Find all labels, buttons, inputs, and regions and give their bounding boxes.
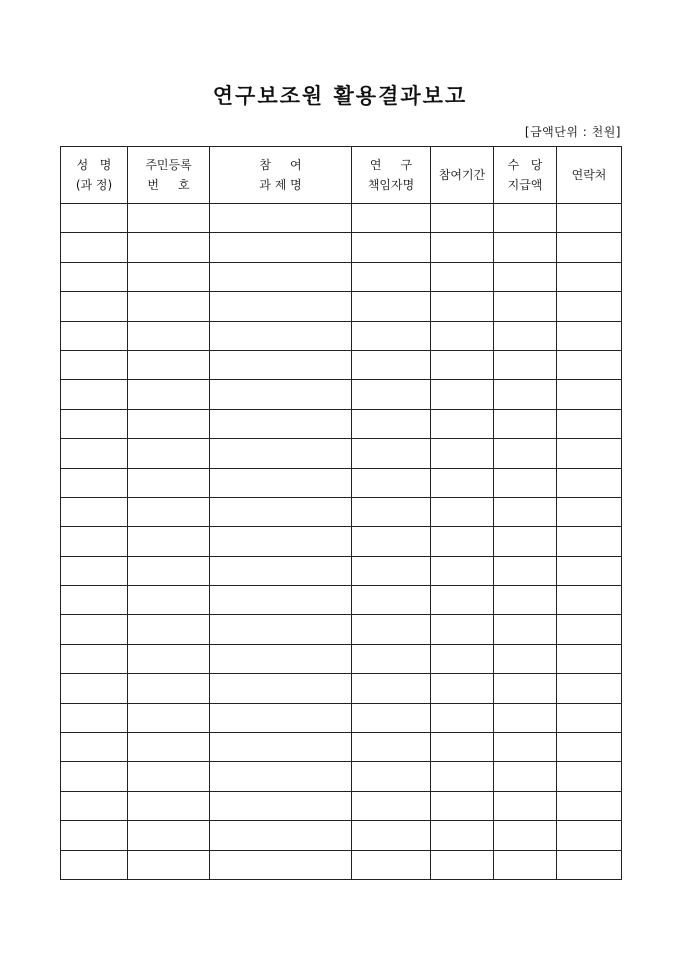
blank-cell[interactable] [494, 615, 557, 644]
table-row [61, 821, 622, 850]
blank-cell[interactable] [431, 292, 494, 321]
blank-cell[interactable] [210, 556, 352, 585]
blank-cell[interactable] [61, 586, 128, 615]
blank-cell[interactable] [61, 468, 128, 497]
blank-cell[interactable] [557, 204, 622, 233]
blank-cell[interactable] [128, 733, 210, 762]
blank-cell[interactable] [494, 468, 557, 497]
blank-cell[interactable] [61, 409, 128, 438]
table-row [61, 733, 622, 762]
blank-cell[interactable] [352, 439, 431, 468]
blank-cell[interactable] [61, 233, 128, 262]
table-row [61, 791, 622, 820]
blank-cell[interactable] [61, 821, 128, 850]
blank-cell[interactable] [431, 439, 494, 468]
table-row [61, 409, 622, 438]
table-row [61, 321, 622, 350]
blank-cell[interactable] [431, 497, 494, 526]
blank-cell[interactable] [352, 380, 431, 409]
blank-cell[interactable] [128, 644, 210, 673]
blank-cell[interactable] [210, 233, 352, 262]
table-row [61, 527, 622, 556]
blank-cell[interactable] [128, 586, 210, 615]
blank-cell[interactable] [494, 821, 557, 850]
header-project-name: 참 여 과 제 명 [210, 147, 352, 204]
blank-cell[interactable] [431, 380, 494, 409]
blank-cell[interactable] [210, 586, 352, 615]
blank-cell[interactable] [557, 321, 622, 350]
blank-cell[interactable] [210, 644, 352, 673]
blank-cell[interactable] [352, 791, 431, 820]
blank-cell[interactable] [557, 409, 622, 438]
blank-cell[interactable] [61, 439, 128, 468]
blank-cell[interactable] [210, 850, 352, 879]
blank-cell[interactable] [431, 262, 494, 291]
blank-cell[interactable] [61, 733, 128, 762]
blank-cell[interactable] [61, 204, 128, 233]
blank-cell[interactable] [494, 321, 557, 350]
blank-cell[interactable] [494, 850, 557, 879]
blank-cell[interactable] [352, 644, 431, 673]
blank-cell[interactable] [128, 527, 210, 556]
blank-cell[interactable] [431, 527, 494, 556]
table-row [61, 380, 622, 409]
blank-cell[interactable] [61, 262, 128, 291]
blank-cell[interactable] [557, 733, 622, 762]
blank-cell[interactable] [128, 791, 210, 820]
table-row [61, 615, 622, 644]
blank-cell[interactable] [431, 703, 494, 732]
blank-cell[interactable] [352, 762, 431, 791]
blank-cell[interactable] [557, 262, 622, 291]
form-title: 연구보조원 활용결과보고 [212, 83, 468, 108]
blank-cell[interactable] [557, 850, 622, 879]
table-row [61, 292, 622, 321]
header-allowance-amount: 수 당 지급액 [494, 147, 557, 204]
blank-cell[interactable] [494, 674, 557, 703]
blank-cell[interactable] [431, 409, 494, 438]
blank-cell[interactable] [494, 733, 557, 762]
blank-cell[interactable] [61, 350, 128, 379]
table-row [61, 262, 622, 291]
blank-cell[interactable] [352, 292, 431, 321]
blank-cell[interactable] [431, 468, 494, 497]
blank-cell[interactable] [494, 497, 557, 526]
blank-cell[interactable] [210, 497, 352, 526]
blank-cell[interactable] [494, 204, 557, 233]
report-table [60, 146, 622, 880]
header-row [61, 147, 622, 204]
blank-cell[interactable] [431, 850, 494, 879]
blank-cell[interactable] [352, 821, 431, 850]
blank-cell[interactable] [494, 350, 557, 379]
amount-unit-note: [금액단위 : 천원] [524, 125, 621, 139]
blank-cell[interactable] [61, 762, 128, 791]
table-row [61, 556, 622, 585]
header-resident-number: 주민등록 번 호 [128, 147, 210, 204]
blank-cell[interactable] [494, 439, 557, 468]
blank-cell[interactable] [431, 586, 494, 615]
blank-cell[interactable] [128, 350, 210, 379]
blank-cell[interactable] [494, 644, 557, 673]
blank-cell[interactable] [557, 615, 622, 644]
blank-cell[interactable] [431, 321, 494, 350]
blank-cell[interactable] [557, 674, 622, 703]
blank-cell[interactable] [494, 262, 557, 291]
blank-cell[interactable] [352, 204, 431, 233]
blank-cell[interactable] [352, 703, 431, 732]
table-row [61, 497, 622, 526]
blank-cell[interactable] [557, 791, 622, 820]
blank-cell[interactable] [128, 762, 210, 791]
blank-cell[interactable] [128, 262, 210, 291]
blank-cell[interactable] [61, 850, 128, 879]
table-row [61, 703, 622, 732]
blank-cell[interactable] [352, 409, 431, 438]
blank-cell[interactable] [210, 762, 352, 791]
blank-cell[interactable] [352, 350, 431, 379]
table-row [61, 586, 622, 615]
blank-cell[interactable] [494, 762, 557, 791]
blank-cell[interactable] [494, 791, 557, 820]
blank-cell[interactable] [352, 497, 431, 526]
blank-cell[interactable] [210, 703, 352, 732]
blank-cell[interactable] [352, 850, 431, 879]
blank-cell[interactable] [210, 791, 352, 820]
blank-cell[interactable] [61, 380, 128, 409]
blank-cell[interactable] [210, 733, 352, 762]
blank-cell[interactable] [557, 703, 622, 732]
header-contact: 연락처 [557, 147, 622, 204]
blank-cell[interactable] [557, 821, 622, 850]
table-row [61, 762, 622, 791]
blank-cell[interactable] [431, 821, 494, 850]
blank-cell[interactable] [352, 321, 431, 350]
blank-cell[interactable] [210, 527, 352, 556]
blank-cell[interactable] [352, 468, 431, 497]
blank-cell[interactable] [431, 615, 494, 644]
blank-cell[interactable] [128, 233, 210, 262]
blank-cell[interactable] [557, 439, 622, 468]
blank-cell[interactable] [128, 615, 210, 644]
header-participation-period: 참여기간 [431, 147, 494, 204]
blank-cell[interactable] [61, 292, 128, 321]
blank-cell[interactable] [128, 468, 210, 497]
table-row [61, 468, 622, 497]
blank-cell[interactable] [352, 527, 431, 556]
blank-cell[interactable] [431, 350, 494, 379]
blank-cell[interactable] [431, 233, 494, 262]
blank-cell[interactable] [128, 674, 210, 703]
blank-cell[interactable] [557, 380, 622, 409]
blank-cell[interactable] [61, 615, 128, 644]
blank-cell[interactable] [557, 762, 622, 791]
blank-cell[interactable] [210, 821, 352, 850]
blank-cell[interactable] [210, 262, 352, 291]
blank-cell[interactable] [494, 703, 557, 732]
blank-cell[interactable] [61, 321, 128, 350]
blank-cell[interactable] [352, 586, 431, 615]
blank-cell[interactable] [128, 497, 210, 526]
blank-cell[interactable] [431, 556, 494, 585]
table-row [61, 850, 622, 879]
blank-cell[interactable] [210, 292, 352, 321]
blank-cell[interactable] [210, 409, 352, 438]
blank-cell[interactable] [557, 527, 622, 556]
table-row [61, 350, 622, 379]
blank-cell[interactable] [61, 556, 128, 585]
blank-cell[interactable] [210, 321, 352, 350]
blank-cell[interactable] [557, 556, 622, 585]
blank-cell[interactable] [494, 556, 557, 585]
blank-cell[interactable] [557, 292, 622, 321]
blank-cell[interactable] [352, 733, 431, 762]
blank-cell[interactable] [557, 586, 622, 615]
blank-cell[interactable] [61, 791, 128, 820]
blank-cell[interactable] [128, 850, 210, 879]
header-research-lead: 연 구 책임자명 [352, 147, 431, 204]
blank-cell[interactable] [128, 821, 210, 850]
table-row [61, 674, 622, 703]
blank-cell[interactable] [431, 204, 494, 233]
blank-cell[interactable] [210, 350, 352, 379]
blank-cell[interactable] [557, 644, 622, 673]
blank-cell[interactable] [210, 468, 352, 497]
blank-cell[interactable] [128, 439, 210, 468]
blank-cell[interactable] [210, 439, 352, 468]
table-row [61, 204, 622, 233]
blank-cell[interactable] [128, 380, 210, 409]
blank-cell[interactable] [557, 350, 622, 379]
blank-cell[interactable] [128, 703, 210, 732]
blank-cell[interactable] [128, 204, 210, 233]
blank-cell[interactable] [431, 733, 494, 762]
blank-cell[interactable] [431, 762, 494, 791]
blank-cell[interactable] [61, 527, 128, 556]
blank-cell[interactable] [128, 292, 210, 321]
blank-cell[interactable] [61, 497, 128, 526]
blank-cell[interactable] [494, 233, 557, 262]
table-row [61, 439, 622, 468]
blank-cell[interactable] [61, 703, 128, 732]
blank-cell[interactable] [61, 644, 128, 673]
blank-cell[interactable] [128, 321, 210, 350]
blank-cell[interactable] [352, 262, 431, 291]
blank-cell[interactable] [494, 586, 557, 615]
blank-cell[interactable] [494, 292, 557, 321]
blank-cell[interactable] [352, 674, 431, 703]
blank-cell[interactable] [128, 409, 210, 438]
blank-cell[interactable] [557, 468, 622, 497]
blank-cell[interactable] [61, 674, 128, 703]
blank-cell[interactable] [557, 497, 622, 526]
table-row [61, 233, 622, 262]
blank-cell[interactable] [210, 204, 352, 233]
blank-cell[interactable] [352, 556, 431, 585]
blank-cell[interactable] [494, 380, 557, 409]
blank-cell[interactable] [431, 644, 494, 673]
header-name-course: 성 명 (과 정) [61, 147, 128, 204]
blank-cell[interactable] [431, 674, 494, 703]
blank-cell[interactable] [128, 556, 210, 585]
blank-cell[interactable] [210, 615, 352, 644]
blank-cell[interactable] [352, 233, 431, 262]
blank-cell[interactable] [210, 674, 352, 703]
table-row [61, 644, 622, 673]
blank-cell[interactable] [557, 233, 622, 262]
blank-cell[interactable] [352, 615, 431, 644]
blank-cell[interactable] [494, 409, 557, 438]
blank-cell[interactable] [431, 791, 494, 820]
blank-cell[interactable] [210, 380, 352, 409]
blank-cell[interactable] [494, 527, 557, 556]
